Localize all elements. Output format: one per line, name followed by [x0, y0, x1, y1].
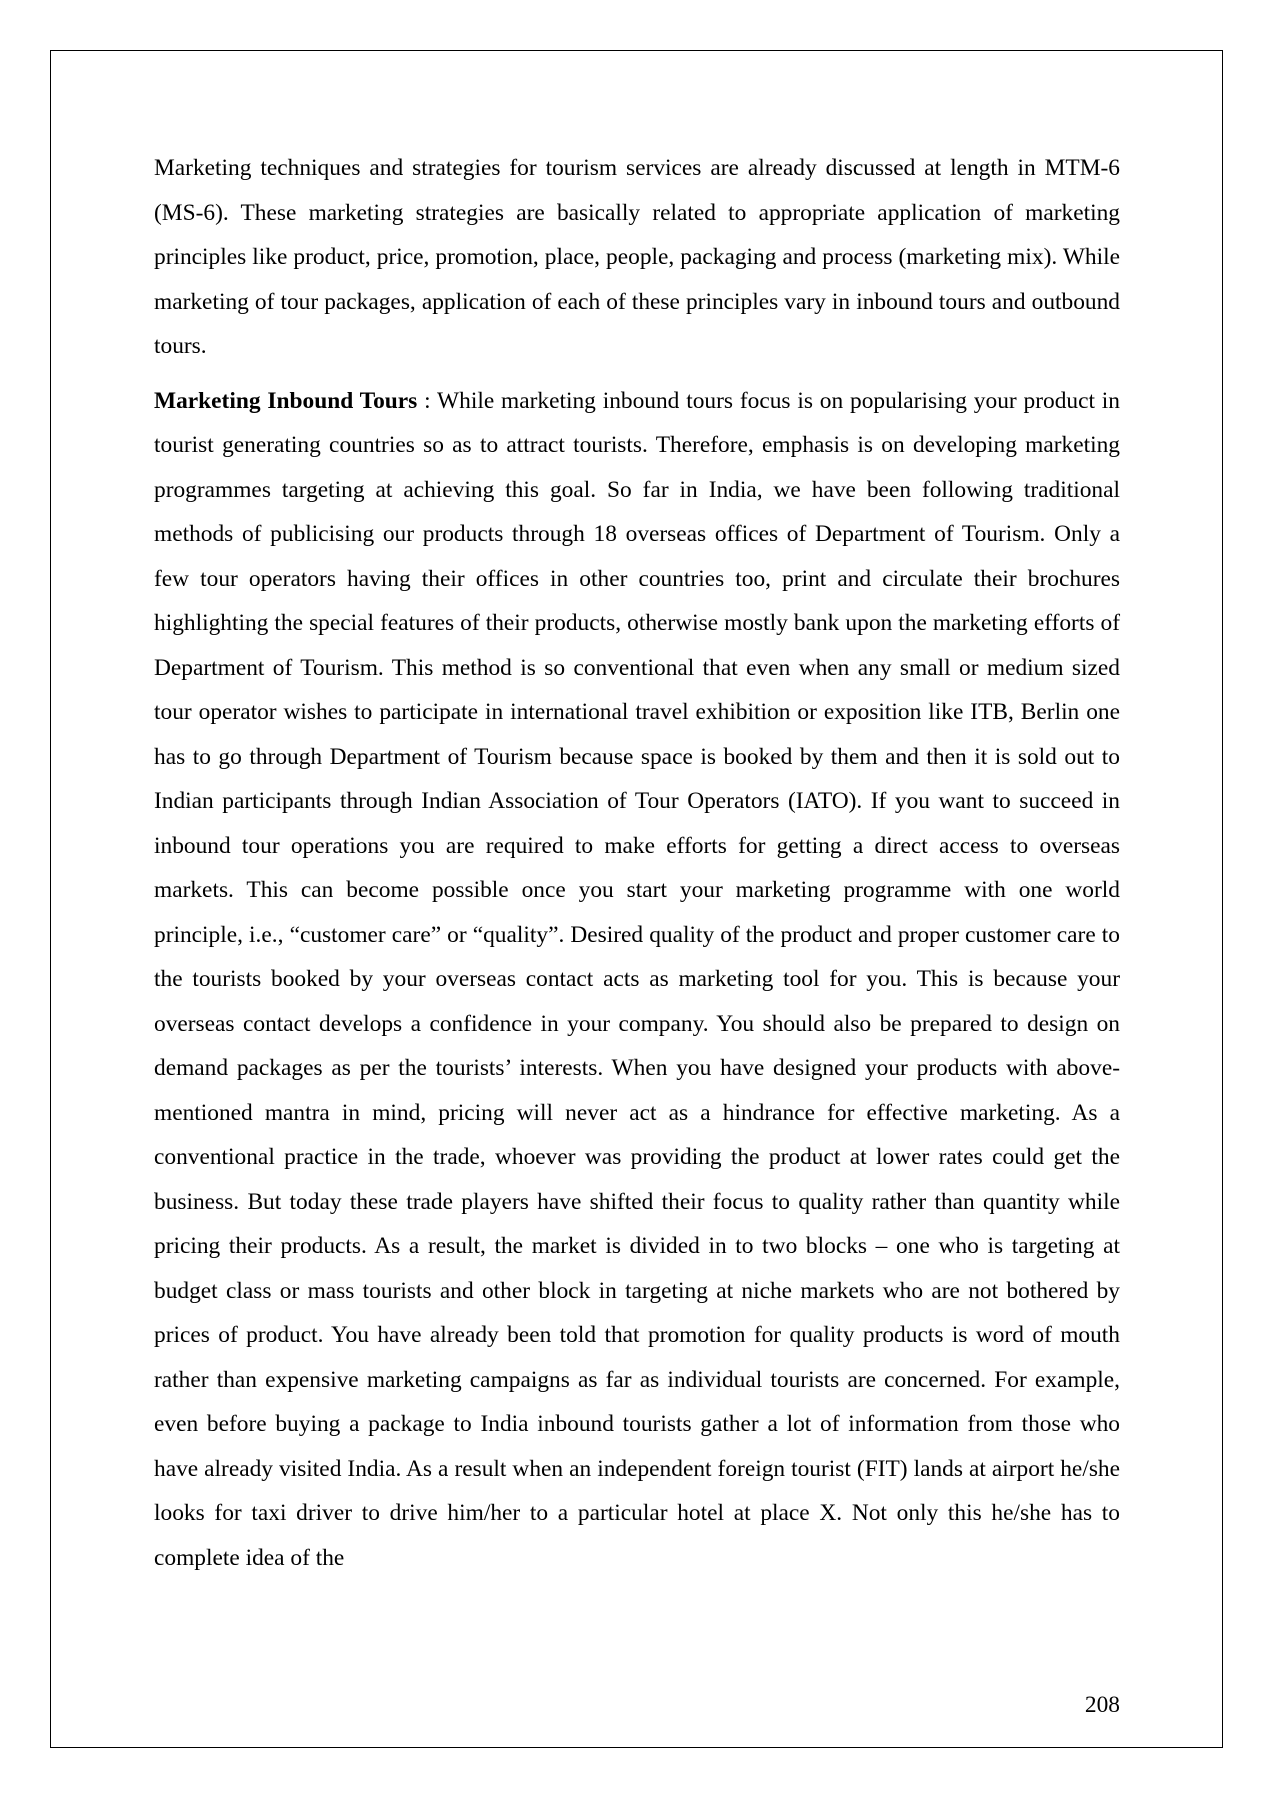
section-heading-marketing-inbound-tours: Marketing Inbound Tours: [154, 387, 418, 414]
paragraph-marketing-inbound-tours-text: While marketing inbound tours focus is on popularising your product in tourist generating countries so as to attract tourists. Therefore, emphasis is on developing marketing programmes targeting at achieving this goal. So far in India, we have been following traditional methods of publicising our products through 18 overseas offices of Department of Tourism. Only a few tour operators having their offices in other countries too, print and circulate their brochures highlighting the special features of their products, otherwise mostly bank upon the marketing efforts of Department of Tourism. This method is so conventional that even when any small or medium sized tour operator wishes to participate in international travel exhibition or exposition like ITB, Berlin one has to go through Department of Tourism because space is booked by them and then it is sold out to Indian participants through Indian Association of Tour Operators (IATO). If you want to succeed in inbound tour operations you are required to make efforts for getting a direct access to overseas markets. This can become possible once you start your marketing programme with one world principle, i.e., “customer care” or “quality”. Desired quality of the product and proper customer care to the tourists booked by your overseas contact acts as marketing tool for you. This is because your overseas contact develops a confidence in your company. You should also be prepared to design on demand packages as per the tourists’ interests. When you have designed your products with above-mentioned mantra in mind, pricing will never act as a hindrance for effective marketing. As a conventional practice in the trade, whoever was providing the product at lower rates could get the business. But today these trade players have shifted their focus to quality rather than quantity while pricing their products. As a result, the market is divided in to two blocks – one who is targeting at budget class or mass tourists and other block in targeting at niche markets who are not bothered by prices of product. You have already been told that promotion for quality products is word of mouth rather than expensive marketing campaigns as far as individual tourists are concerned. For example, even before buying a package to India inbound tourists gather a lot of information from those who have already visited India. As a result when an independent foreign tourist (FIT) lands at airport he/she looks for taxi driver to drive him/her to a particular hotel at place X. Not only this he/she has to complete idea of the: [154, 387, 1120, 1571]
paragraph-marketing-inbound-tours: [154, 379, 1120, 1581]
paragraph-intro: [154, 146, 1120, 369]
heading-separator: :: [417, 387, 438, 414]
paragraph-intro-text: Marketing techniques and strategies for tourism services are already discussed at length in MTM-6 (MS-6). These marketing strategies are basically related to appropriate application of marketing principles like product, price, promotion, place, people, packaging and process (marketing mix). While marketing of tour packages, application of each of these principles vary in inbound tours and outbound tours.: [154, 155, 1120, 359]
page-number: 208: [1084, 1692, 1120, 1718]
document-body: [154, 146, 1120, 1590]
